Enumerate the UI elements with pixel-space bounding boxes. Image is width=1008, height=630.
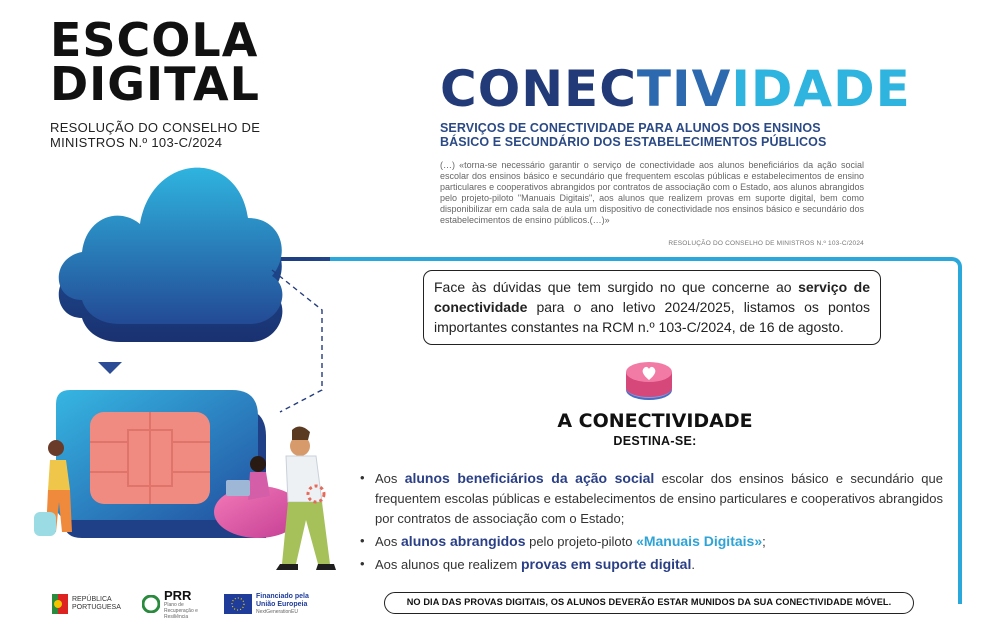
target-list [358,468,943,577]
brand-title-line1: ESCOLA [50,13,259,67]
illustration [0,150,350,590]
bullet-highlight-light: «Manuais Digitais» [636,533,763,549]
hero-title-part1: CONEC [440,60,637,118]
intro-box [423,270,881,345]
footer-logos [52,587,309,620]
quote-source: RESOLUÇÃO DO CONSELHO DE MINISTROS N.º 103-C/2024 [668,240,864,247]
bullet-highlight: alunos abrangidos [401,533,526,549]
hero-title [440,62,911,116]
list-item: • Aos alunos que realizem provas em suporte digital. [358,554,943,575]
eu-flag-icon [224,594,252,614]
logo-republica [52,594,128,614]
list-item: • Aos alunos beneficiários da ação social escolar dos ensinos básico e secundário que frequentem escolas públicas e estabelecimentos de ensino particulares e cooperativos abrangidos por contratos de associação com o Estado; [358,468,943,529]
cloud-icon [59,168,283,342]
intro-bold: serviço de conectividade [434,279,870,315]
flag-icon [52,594,68,614]
list-item: • Aos alunos abrangidos pelo projeto-piloto «Manuais Digitais»; [358,531,943,552]
bullet-highlight: alunos beneficiários da ação social [404,470,655,486]
bullet-highlight: provas em suporte digital [520,556,692,572]
heart-icon [624,358,674,404]
notice-banner: NO DIA DAS PROVAS DIGITAIS, OS ALUNOS DEVERÃO ESTAR MUNIDOS DA SUA CONECTIVIDADE MÓVEL. [384,592,914,614]
intro-text-a: Face às dúvidas que tem surgido no que concerne ao [434,279,799,295]
section-subtitle: DESTINA-SE: [613,434,697,448]
brand-title-line2: DIGITAL [50,57,260,111]
brand-subtitle: RESOLUÇÃO DO CONSELHO DE MINISTROS N.º 103-C/2024 [50,120,261,150]
logo3-line1: Financiado pela [256,593,309,600]
brand-block [50,13,280,150]
logo-eu [224,593,309,615]
hero-subtitle: SERVIÇOS DE CONECTIVIDADE PARA ALUNOS DOS ENSINOS BÁSICO E SECUNDÁRIO DOS ESTABELECIMENTOS PÚBLICOS [440,121,827,149]
logo2-small: Plano de Recuperação e Resiliência [164,601,198,620]
prr-icon [142,595,160,613]
legal-quote: (…) «torna-se necessário garantir o serviço de conectividade aos alunos beneficiários da ação social escolar dos ensinos básico e secundário que frequentem escolas públicas e estabelecimentos de ensino particulares e cooperativos abrangidos por contratos de associação com o Estado, aos alunos abrangidos pelo projeto-piloto "Manuais Digitais", aos alunos que realizem provas em suporte digital, bem como disponibilizar em cada sala de aula um dispositivo de conectividade nos ensinos básico e secundário dos estabelecimentos de ensino públicos.(…)» [440,160,864,225]
logo-prr [142,589,210,620]
logo1-text: REPÚBLICA PORTUGUESA [72,596,121,611]
intro-text-b: para o ano letivo 2024/2025, listamos os pontos importantes constantes na RCM n.º 103-C/2024, de 16 de agosto. [434,299,870,335]
triangle-marker [98,362,122,374]
logo3-small: NextGenerationEU [256,609,298,615]
hero-title-part2: TIV [636,60,732,118]
logo3-line2: União Europeia [256,601,308,608]
logo2-text: PRR [164,587,192,603]
hero-title-part3: IDADE [731,60,911,118]
section-title: A CONECTIVIDADE [557,410,753,432]
